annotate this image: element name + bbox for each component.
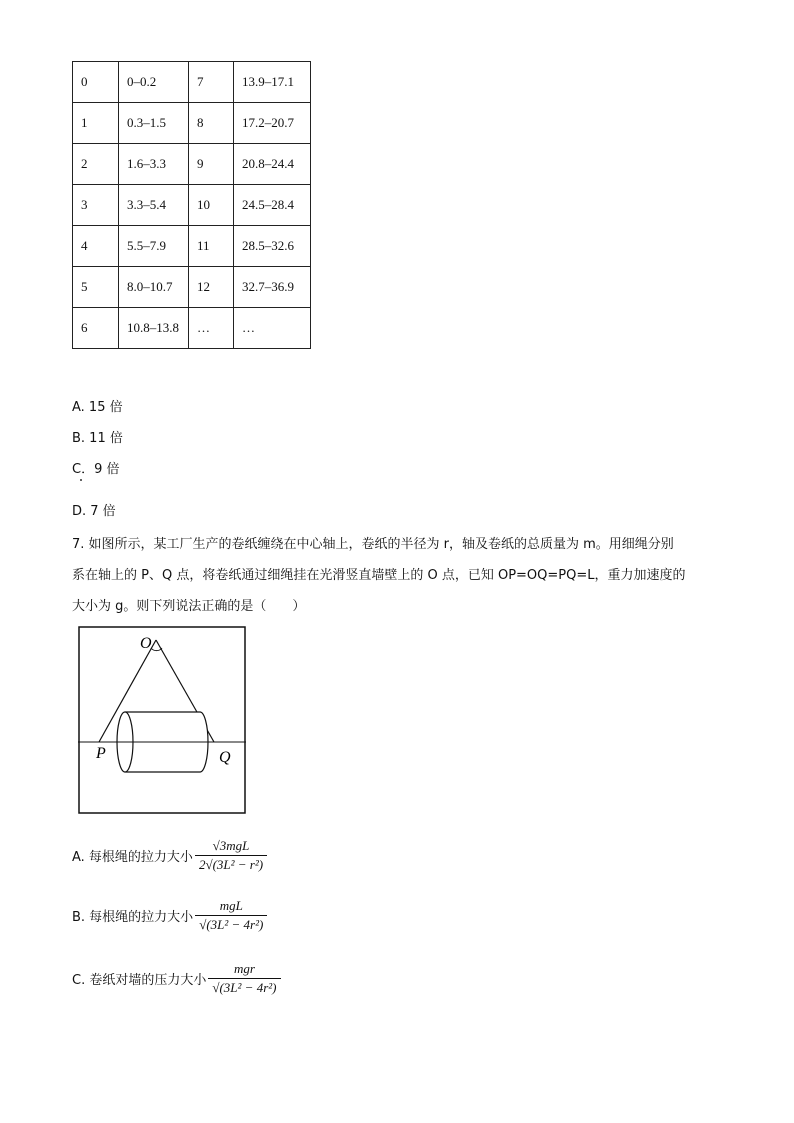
table-cell: 28.5–32.6 [234, 226, 311, 267]
table-cell: 1 [73, 103, 119, 144]
q7-option-c-fraction [208, 961, 280, 996]
table-row [73, 62, 311, 103]
paper-roll-figure [78, 626, 248, 816]
question-7 [72, 529, 722, 622]
fraction-denominator: √(3L² − 4r²) [195, 915, 267, 933]
q6-option-c[interactable]: C．9 倍 [72, 462, 120, 477]
table-cell: 8 [189, 103, 234, 144]
table-cell: 0–0.2 [119, 62, 189, 103]
q7-option-a[interactable] [72, 838, 267, 873]
table-cell: 3 [73, 185, 119, 226]
table-row [73, 226, 311, 267]
fraction-numerator: √3mgL [212, 838, 250, 853]
table-cell: 9 [189, 144, 234, 185]
table-row [73, 308, 311, 349]
table-cell: 4 [73, 226, 119, 267]
table-cell: 10.8–13.8 [119, 308, 189, 349]
label-p: P [96, 745, 106, 762]
table-cell: 17.2–20.7 [234, 103, 311, 144]
table-cell: … [189, 308, 234, 349]
q6-option-d[interactable]: D. 7 倍 [72, 504, 116, 519]
q6-option-b[interactable]: B. 11 倍 [72, 431, 123, 446]
q7-option-b-text: B. 每根绳的拉力大小 [72, 910, 194, 925]
table-cell: 5.5–7.9 [119, 226, 189, 267]
fraction-denominator: 2√(3L² − r²) [195, 855, 267, 873]
q7-line-3: 大小为 g。则下列说法正确的是（ ） [72, 599, 306, 614]
q7-option-a-text: A. 每根绳的拉力大小 [72, 850, 193, 865]
table-cell: 0 [73, 62, 119, 103]
table-row [73, 144, 311, 185]
table-cell: 6 [73, 308, 119, 349]
table-cell: 5 [73, 267, 119, 308]
fraction-numerator: mgL [219, 898, 243, 913]
q7-line-1: 7. 如图所示，某工厂生产的卷纸缠绕在中心轴上，卷纸的半径为 r，轴及卷纸的总质量为 m。用细绳分别 [72, 537, 674, 552]
label-o: O [140, 635, 152, 652]
table-row [73, 267, 311, 308]
table-cell: 12 [189, 267, 234, 308]
fraction-numerator: mgr [233, 961, 255, 976]
table-cell: … [234, 308, 311, 349]
table-cell: 13.9–17.1 [234, 62, 311, 103]
table-cell: 1.6–3.3 [119, 144, 189, 185]
q7-option-c[interactable] [72, 961, 281, 996]
table-cell: 3.3–5.4 [119, 185, 189, 226]
q6-option-a[interactable]: A. 15 倍 [72, 400, 123, 415]
q7-option-a-fraction [195, 838, 267, 873]
q7-option-c-text: C. 卷纸对墙的压力大小 [72, 973, 207, 988]
table-cell: 32.7–36.9 [234, 267, 311, 308]
table-row [73, 185, 311, 226]
label-q: Q [219, 749, 231, 766]
table-cell: 10 [189, 185, 234, 226]
wind-scale-table [72, 61, 311, 349]
table-cell: 20.8–24.4 [234, 144, 311, 185]
fraction-denominator: √(3L² − 4r²) [208, 978, 280, 996]
q7-option-b-fraction [195, 898, 267, 933]
table-cell: 0.3–1.5 [119, 103, 189, 144]
stray-dot [80, 479, 82, 481]
table-cell: 2 [73, 144, 119, 185]
q7-option-b[interactable] [72, 898, 267, 933]
q7-line-2: 系在轴上的 P、Q 点，将卷纸通过细绳挂在光滑竖直墙壁上的 O 点，已知 OP=OQ=PQ=L，重力加速度的 [72, 568, 686, 583]
table-row [73, 103, 311, 144]
table-cell: 24.5–28.4 [234, 185, 311, 226]
table-cell: 8.0–10.7 [119, 267, 189, 308]
table-cell: 7 [189, 62, 234, 103]
table-cell: 11 [189, 226, 234, 267]
